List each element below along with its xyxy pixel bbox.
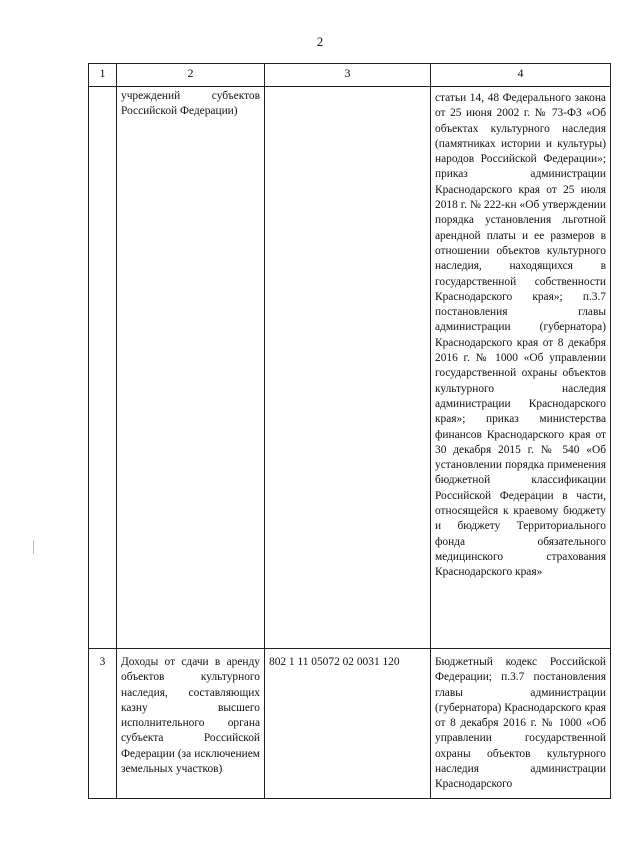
budget-code-cell: 802 1 11 05072 02 0031 120 [265, 649, 431, 799]
page-number: 2 [316, 34, 324, 49]
budget-code-cell [265, 87, 431, 649]
legal-basis-cell: статьи 14, 48 Федерального закона от 25 июня 2002 г. № 73-ФЗ «Об объектах культурного наследия (памятниках истории и культуры) народов Российской Федерации»; приказ администрации Краснодарского края от 25 июля 2018 г. № 222-кн «Об утверждении порядка установления льготной арендной платы и ее размеров в отношении объектов культурного наследия, находящихся в государственной собственности Краснодарского края»; п.3.7 постановления главы администрации (губернатора) Краснодарского края от 8 декабря 2016 г. № 1000 «Об управлении государственной охраны объектов культурного наследия администрации Краснодарского края»; приказ министерства финансов Краснодарского края от 30 декабря 2015 г. № 540 «Об установлении порядка применения бюджетной классификации Российской Федерации в части, относящейся к краевому бюджету и бюджету Территориального фонда обязательного медицинского страхования Краснодарского края» [431, 87, 611, 649]
document-table [88, 63, 611, 799]
header-cell-2: 2 [117, 64, 265, 87]
header-cell-3: 3 [265, 64, 431, 87]
table-row [89, 87, 611, 649]
header-cell-1: 1 [89, 64, 117, 87]
income-name-cell: Доходы от сдачи в аренду объектов культурного наследия, составляющих казну высшего исполнительного органа субъекта Российской Федерации (за исключением земельных участков) [117, 649, 265, 799]
row-number-cell [89, 87, 117, 649]
income-name-cell: учреждений субъектов Российской Федерации) [117, 87, 265, 649]
row-number-cell: 3 [89, 649, 117, 799]
legal-basis-cell: Бюджетный кодекс Российской Федерации; п.3.7 постановления главы администрации (губернатора) Краснодарского края от 8 декабря 2016 г. № 1000 «Об управлении государственной охраны объектов культурного наследия администрации Краснодарского [431, 649, 611, 799]
header-cell-4: 4 [431, 64, 611, 87]
table-header-row [89, 64, 611, 87]
scan-margin-mark [33, 540, 34, 554]
table-row [89, 649, 611, 799]
